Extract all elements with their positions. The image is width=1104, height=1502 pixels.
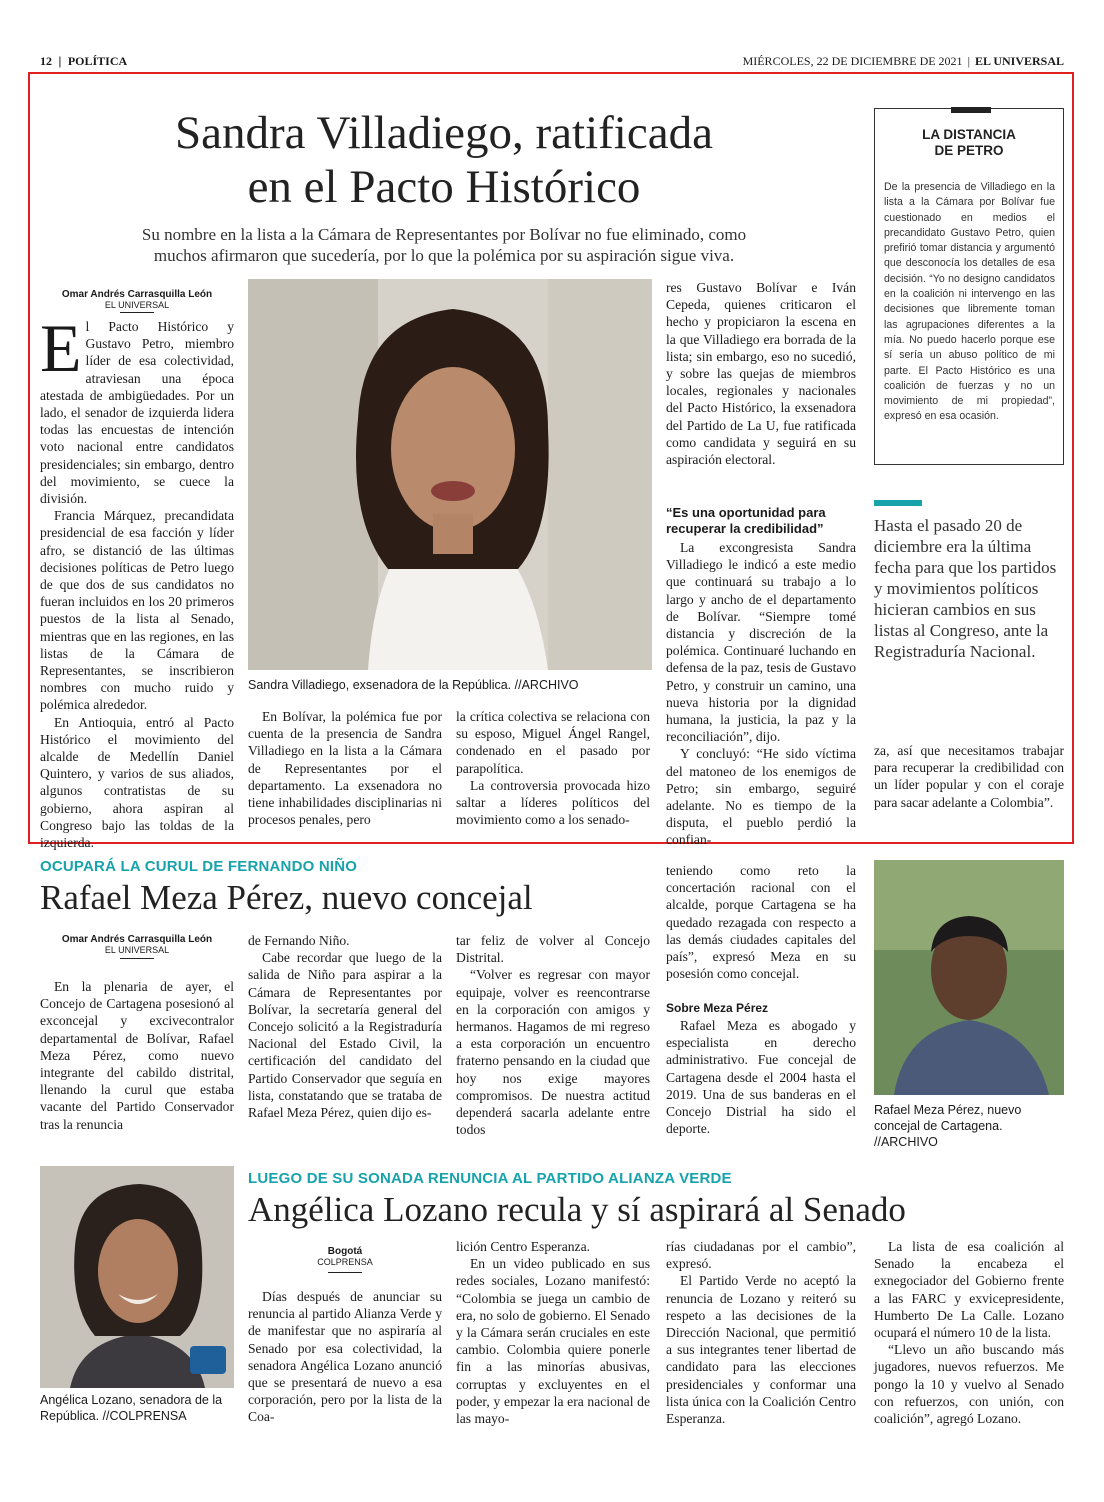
pullquote-accent <box>874 500 922 506</box>
main-col3-para: La controversia provocada hizo saltar a líderes políticos del movimiento como a los senado- <box>456 777 650 828</box>
story3-byline-author: Bogotá <box>327 1246 363 1257</box>
main-col1-para: l Pacto Histórico y Gustavo Petro, miembro líder de esa colectividad, atraviesan una época atestada de ambigüedades. Por un lado, el senador de izquierda lidera todas las encuestas de intención voto nacional entre candidatos presidenciales; sin embargo, dentro del movimiento, se cuece la división. <box>40 319 234 507</box>
meza-photo-caption <box>874 1102 1064 1150</box>
header-date: MIÉRCOLES, 22 DE DICIEMBRE DE 2021 <box>742 54 963 68</box>
story2-col4-para: teniendo como reto la concertación racional con el alcalde, porque Cartagena se ha quedado rezagada con respecto a las demás ciudades capitales del país”, expresó Meza en su posesión como concejal. <box>666 863 856 982</box>
story3-byline <box>248 1246 442 1267</box>
story2-col3-para: “Volver es regresar con mayor equipaje, volver es reencontrarse en la corporación con amigos y hermanos. Hagamos de mi regreso a esta corporación un encuentro fraterno pensando en la ciudad que hoy nos exige mayores compromisos. De nuestra actitud dependerá sacarla adelante entre todos <box>456 967 650 1138</box>
story3-byline-rule <box>328 1272 362 1273</box>
main-byline-org: EL UNIVERSAL <box>104 300 170 310</box>
story2-byline-author: Omar Andrés Carrasquilla León <box>61 934 213 945</box>
lozano-photo-caption <box>40 1392 234 1424</box>
story3-byline-org: COLPRENSA <box>317 1257 373 1267</box>
main-byline-rule <box>120 312 154 313</box>
story2-col2-para: de Fernando Niño. <box>248 933 350 948</box>
story3-col3-para: rías ciudadanas por el cambio”, expresó. <box>666 1239 856 1272</box>
story3-col3-para: El Partido Verde no aceptó la renuncia de Lozano y reiteró su respeto a las decisiones de la Dirección Nacional, que permitió a sus integrantes tener libertad de candidato para las elecciones presidenciales y conformar una lista única con la Coalición Centro Esperanza. <box>666 1273 856 1427</box>
main-headline-line2: en el Pacto Histórico <box>247 161 641 213</box>
story2-col1-para: En la plenaria de ayer, el Concejo de Cartagena posesionó al exconcejal y excivecontralor departamental de Bolívar, Rafael Meza Pérez, como nuevo integrante del cabildo distrital, llenando la curul que estaba vacante del Partido Conservador tras la renuncia <box>40 979 234 1132</box>
main-col1 <box>40 310 234 851</box>
story2-kicker: OCUPARÁ LA CURUL DE FERNANDO NIÑO <box>40 858 358 875</box>
story3-col2 <box>456 1238 650 1427</box>
portrait-illustration <box>248 279 652 670</box>
main-subhead: “Es una oportunidad para recuperar la credibilidad” <box>666 505 826 536</box>
main-deck-line2: muchos afirmaron que sucedería, por lo que la polémica por su aspiración sigue viva. <box>153 246 735 265</box>
main-byline <box>40 289 234 310</box>
portrait-illustration <box>40 1166 234 1388</box>
sidebar-tab <box>951 107 991 113</box>
main-col1-para: En Antioquia, entró al Pacto Histórico el movimiento del alcalde de Medellín Daniel Quintero, y varios de sus aliados, algunos contratistas de su gobierno, ahora aspiran al Congreso bajo las toldas de la izquierda. <box>40 714 234 851</box>
story2-byline-rule <box>120 958 154 959</box>
main-headline <box>40 106 848 214</box>
main-col4-para: La excongresista Sandra Villadiego le indicó a este medio que continuará su trabajo a lo largo y ancho de el departamento de Bolívar. “Siempre tomé distancia y discreción de la polémica. Continuaré luchando en defensa de la paz, tesis de Gustavo Petro, y construir un camino, una nueva historia por la dignidad humana, la justicia, la paz y la reconciliación”, dijo. <box>666 540 856 745</box>
lozano-photo-credit: //COLPRENSA <box>99 1409 187 1423</box>
main-col3 <box>456 708 650 828</box>
main-col5-para: za, así que necesitamos trabajar para recuperar la credibilidad con un líder popular y con el coraje para sacar adelante a Colombia”. <box>874 743 1064 810</box>
main-col4-bottom <box>666 539 856 849</box>
pullquote: Hasta el pasado 20 de diciembre era la última fecha para que los partidos y movimientos políticos hicieran cambios en sus listas al Congreso, ante la Registraduría Nacional. <box>874 516 1057 661</box>
main-col4-para: Y concluyó: “He sido víctima del matoneo de los enemigos de Petro; sin embargo, seguiré adelante. No es tiempo de la disputa, el pueblo perdió la confian- <box>666 746 856 848</box>
main-col4-top <box>666 279 856 468</box>
main-photo-caption-text: Sandra Villadiego, exsenadora de la República. <box>248 678 512 692</box>
story3-col4-para: “Llevo un año buscando más jugadores, nuevos refuerzos. Me pongo la 10 y vuelvo al Senado con refuerzos, con unión, con coalición”, agregó Lozano. <box>874 1342 1064 1427</box>
main-photo-credit: //ARCHIVO <box>511 678 579 692</box>
story2-col3 <box>456 932 650 1138</box>
main-col3-para: la crítica colectiva se relaciona con su esposo, Miguel Ángel Rangel, condenado en el pasado por parapolítica. <box>456 709 650 776</box>
meza-photo-caption-text: Rafael Meza Pérez, nuevo concejal de Cartagena. <box>874 1103 1022 1133</box>
story2-col2 <box>248 932 442 1121</box>
main-col4-para: res Gustavo Bolívar e Iván Cepeda, quienes criticaron el hecho y propiciaron la escena en la que Villadiego era borrada de la lista; sin embargo, eso no sucedió, y sobre las quejas de miembros locales, regionales y nacionales del Pacto Histórico, la exsenadora del Partido de La U, fue ratificada como candidata y seguirá en su aspiración electoral. <box>666 280 856 468</box>
story2-byline <box>40 934 234 955</box>
sidebar-box <box>874 108 1064 465</box>
story2-col3-para: tar feliz de volver al Concejo Distrital. <box>456 933 650 966</box>
story3-col4-para: La lista de esa coalición al Senado la encabeza el exnegociador del Gobierno frente a las FARC y exvicepresidente, Humberto De La Calle. Lozano ocupará el número 10 de la lista. <box>874 1239 1064 1341</box>
main-deck-line1: Su nombre en la lista a la Cámara de Representantes por Bolívar no fue eliminado, como <box>141 225 747 244</box>
villadiego-photo <box>248 279 652 670</box>
sidebar-title <box>875 127 1063 159</box>
story2-col4-bottom <box>666 1017 856 1137</box>
story3-col3 <box>666 1238 856 1427</box>
drop-cap: E <box>40 310 82 386</box>
story2-col4-top <box>666 862 856 982</box>
story3-kicker: LUEGO DE SU SONADA RENUNCIA AL PARTIDO ALIANZA VERDE <box>248 1170 732 1187</box>
story3-col1 <box>248 1288 442 1426</box>
main-col2 <box>248 708 442 828</box>
meza-photo <box>874 860 1064 1095</box>
page-header: 12 | POLÍTICA MIÉRCOLES, 22 DE DICIEMBRE DE 2021 | EL UNIVERSAL <box>40 54 1064 68</box>
main-col5 <box>874 742 1064 811</box>
main-col2-para: En Bolívar, la polémica fue por cuenta de la presencia de Sandra Villadiego en la lista a la Cámara de Representantes por el departamento. La exsenadora no tiene inhabilidades disciplinarias ni procesos penales, pero <box>248 709 442 828</box>
main-byline-author: Omar Andrés Carrasquilla León <box>61 289 213 300</box>
story2-subhead: Sobre Meza Pérez <box>666 1001 769 1015</box>
story3-col1-para: Días después de anunciar su renuncia al partido Alianza Verde y de manifestar que no aspiraría al Senado por esa colectividad, la senadora Angélica Lozano anunció que se presentará de nuevo a esa corporación, pero por la lista de la Coa- <box>248 1289 442 1425</box>
story3-col2-para: lición Centro Esperanza. <box>456 1239 590 1254</box>
story2-byline-org: EL UNIVERSAL <box>104 945 170 955</box>
story3-col2-para: En un video publicado en sus redes sociales, Lozano manifestó: “Colombia se juega un cambio de era, no solo de gobierno. El Senado y la Cámara serán cruciales en este cambio. Colombia quiere ponerle fin a las minorías abusivas, corruptas y excluyentes en el poder, y empezar la era nacional de las mayo- <box>456 1256 650 1427</box>
section-label: POLÍTICA <box>67 54 128 68</box>
sidebar-title-line1: LA DISTANCIA <box>922 127 1016 142</box>
story2-col1 <box>40 978 234 1133</box>
meza-photo-credit: //ARCHIVO <box>874 1135 938 1149</box>
main-headline-line1: Sandra Villadiego, ratificada <box>175 107 713 159</box>
sidebar-text: De la presencia de Villadiego en la lista a la Cámara por Bolívar fue cuestionado en medios el precandidato Gustavo Petro, quien prefirió tomar distancia y argumentó que desconocía los detalles de esa decisión. “Yo no designo candidatos en la coalición ni intervengo en las decisiones que libremente toman las agrupaciones diferentes a la mía. No puedo hacerlo porque ese sí sería un abuso político de mi parte. El Pacto Histórico es una coalición de fuerzas y no un movimiento de mi propiedad”, expresó en esa ocasión. <box>884 181 1055 423</box>
story2-headline: Rafael Meza Pérez, nuevo concejal <box>40 878 533 917</box>
story3-headline: Angélica Lozano recula y sí aspirará al Senado <box>248 1190 906 1229</box>
story2-col4-para: Rafael Meza es abogado y especialista en derecho administrativo. Fue concejal de Cartagena desde el 2004 hasta el 2019. Una de sus banderas en el Concejo Distrial ha sido el deporte. <box>666 1018 856 1137</box>
sidebar-title-line2: DE PETRO <box>934 143 1004 158</box>
publication-name: EL UNIVERSAL <box>974 54 1064 68</box>
lozano-photo <box>40 1166 234 1388</box>
portrait-illustration <box>874 860 1064 1095</box>
page-number: 12 <box>40 54 52 68</box>
header-right: MIÉRCOLES, 22 DE DICIEMBRE DE 2021 | EL UNIVERSAL <box>742 54 1064 68</box>
story3-col4 <box>874 1238 1064 1427</box>
main-col1-para: Francia Márquez, precandidata presidencial de esa facción y líder afro, se distanció de las últimas decisiones políticas de Petro luego de que dos de sus candidatos no fueran incluidos en los 20 primeros puestos de la lista al Senado, mientras que en las regiones, en las listas de la Cámara de Representantes, se inscribieron nombres con mucho ruido y polémica alrededor. <box>40 508 234 713</box>
lozano-photo-caption-text: Angélica Lozano, senadora de la República. <box>40 1393 223 1423</box>
main-deck <box>40 224 848 266</box>
main-photo-caption <box>248 677 652 693</box>
story2-col2-para: Cabe recordar que luego de la salida de Niño para aspirar a la Cámara de Representantes por Bolívar, la secretaría general del Concejo solicitó a la Registraduría Nacional del Estado Civil, la certificación del candidato del Partido Conservador que seguía en lista, constatando que se trataba de Rafael Meza Pérez, quien dijo es- <box>248 950 442 1121</box>
